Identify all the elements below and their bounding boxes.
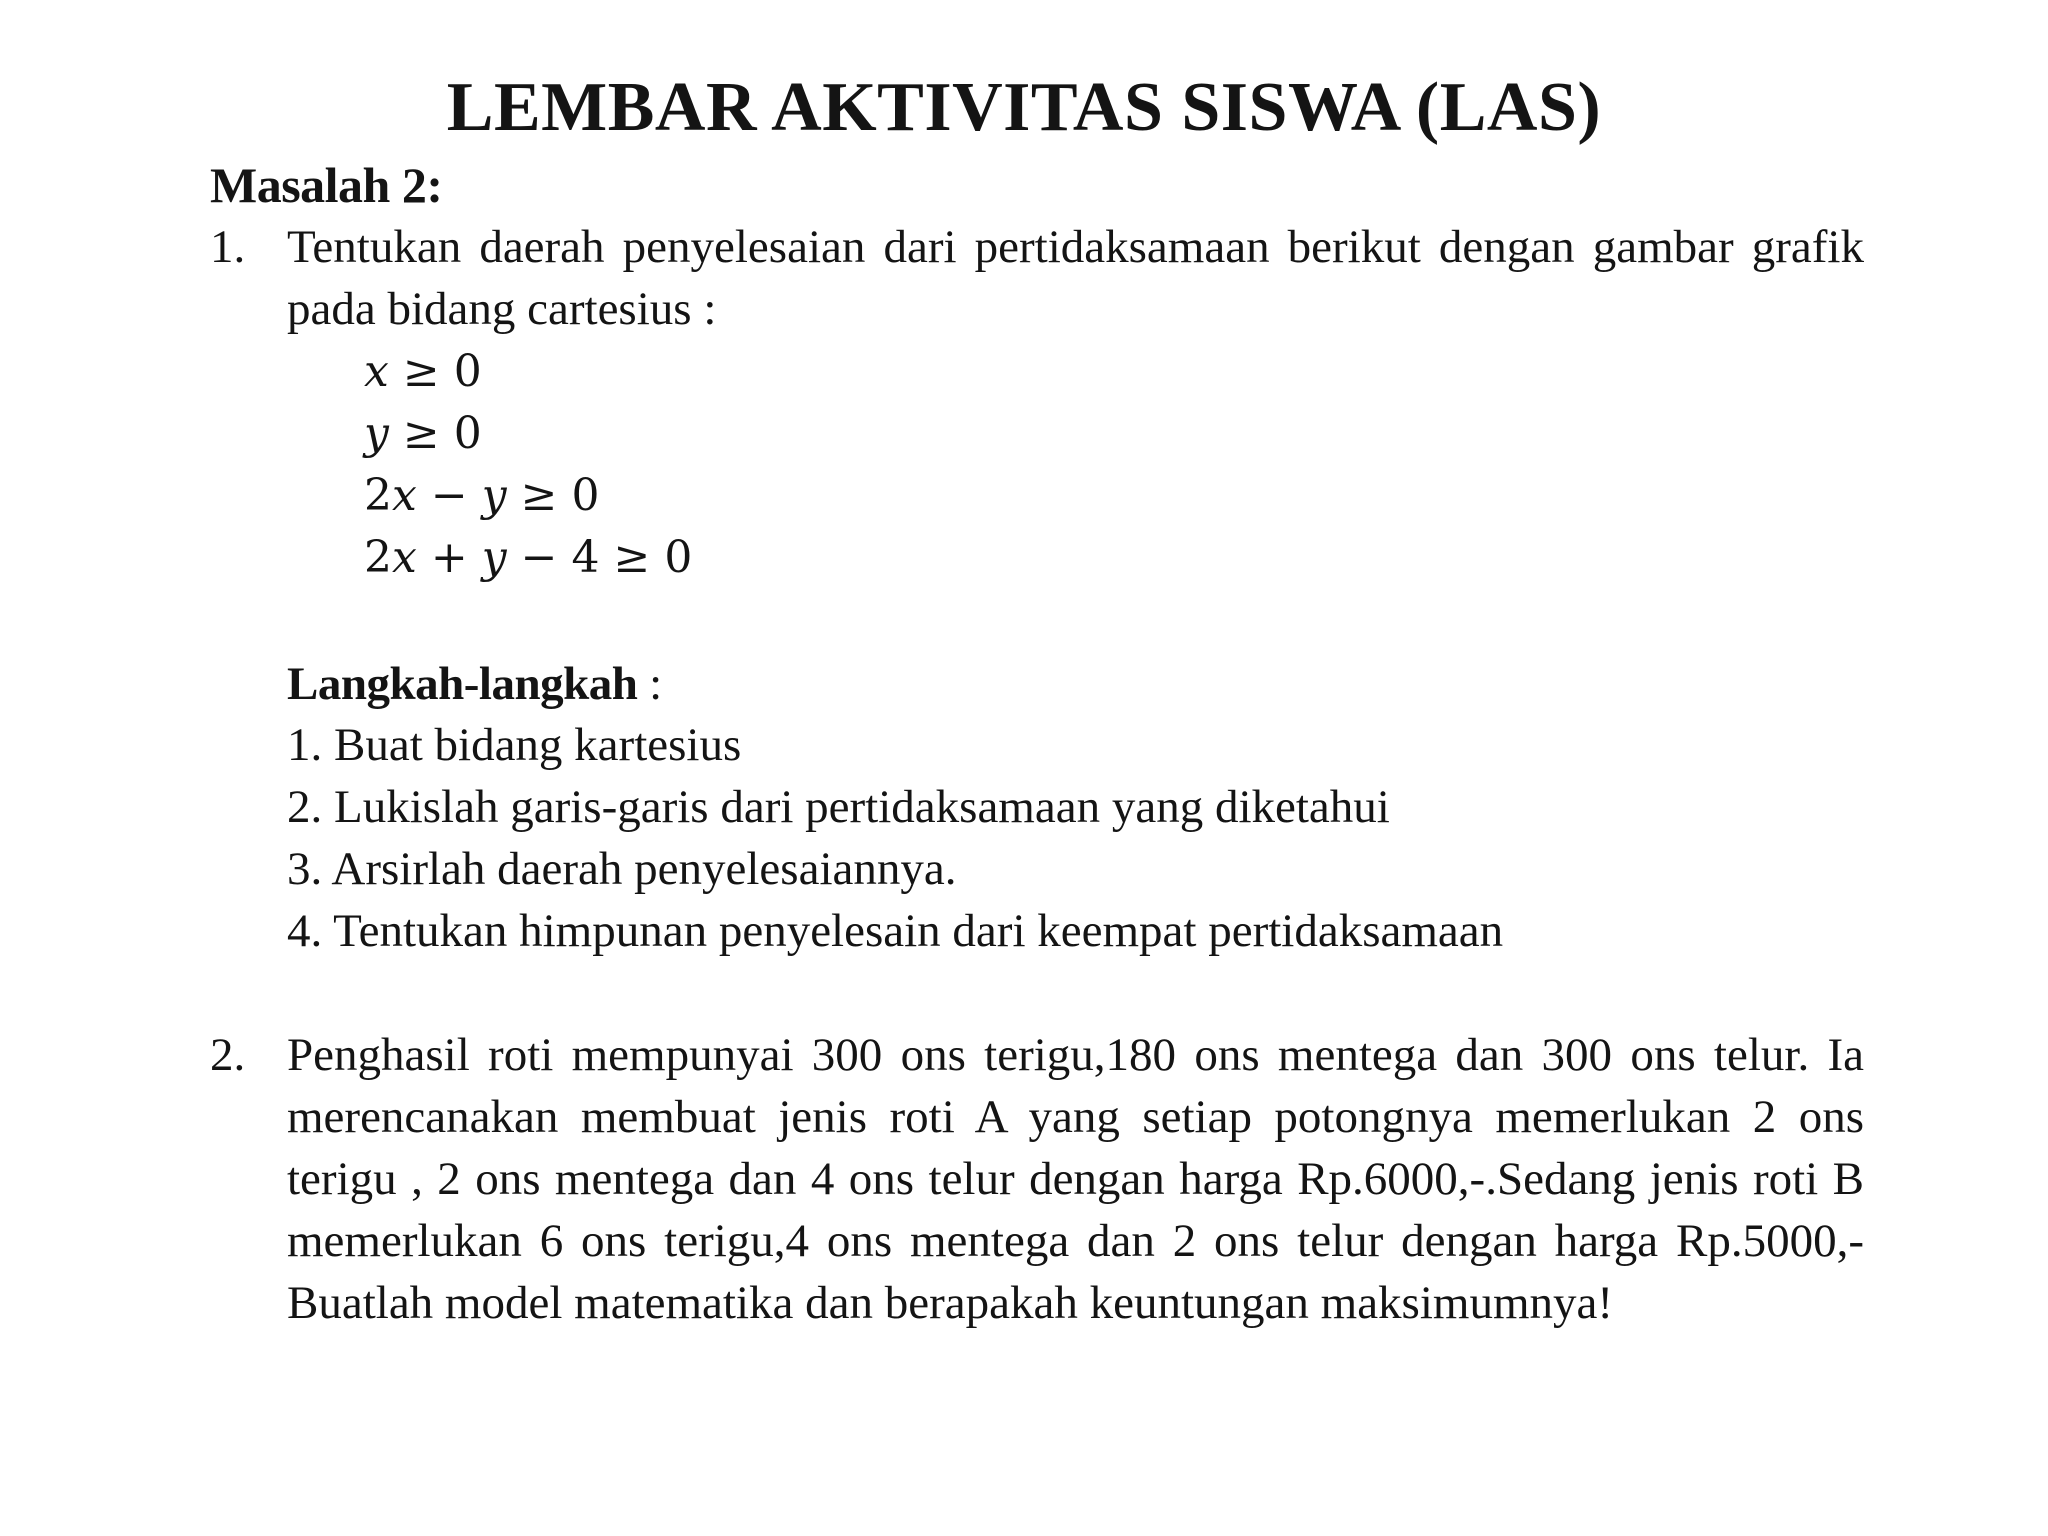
inequality-2: y ≥ 0 (364, 408, 482, 459)
inequality-4: 2x + y − 4 ≥ 0 (364, 532, 693, 583)
inequality-1: x ≥ 0 (364, 346, 482, 397)
step-item-4: 4. Tentukan himpunan penyelesain dari keempat pertidaksamaan (287, 905, 1504, 957)
page-title: LEMBAR AKTIVITAS SISWA (LAS) (446, 69, 1602, 146)
problem-heading: Masalah 2: (210, 157, 443, 213)
steps-heading (287, 653, 662, 715)
step-item-3: 3. Arsirlah daerah penyelesaiannya. (287, 843, 957, 895)
problem-1-text: Tentukan daerah penyelesaian dari pertidaksamaan berikut dengan gambar grafik pada bidang cartesius : (287, 221, 1864, 335)
inequality-3: 2x − y ≥ 0 (364, 470, 600, 521)
problem-1-number: 1. (210, 221, 246, 273)
step-item-1: 1. Buat bidang kartesius (287, 719, 742, 771)
steps-heading-colon: : (637, 658, 663, 710)
problem-2-number: 2. (210, 1029, 246, 1081)
step-item-2: 2. Lukislah garis-garis dari pertidaksamaan yang diketahui (287, 781, 1390, 833)
steps-heading-label: Langkah-langkah (287, 658, 638, 710)
problem-2-text: Penghasil roti mempunyai 300 ons terigu,180 ons mentega dan 300 ons telur. Ia merencanakan membuat jenis roti A yang setiap potongnya memerlukan 2 ons terigu , 2 ons mentega dan 4 ons telur dengan harga Rp.6000,-.Sedang jenis roti B memerlukan 6 ons terigu,4 ons mentega dan 2 ons telur dengan harga Rp.5000,-Buatlah model matematika dan berapakah keuntungan maksimumnya! (287, 1029, 1864, 1329)
